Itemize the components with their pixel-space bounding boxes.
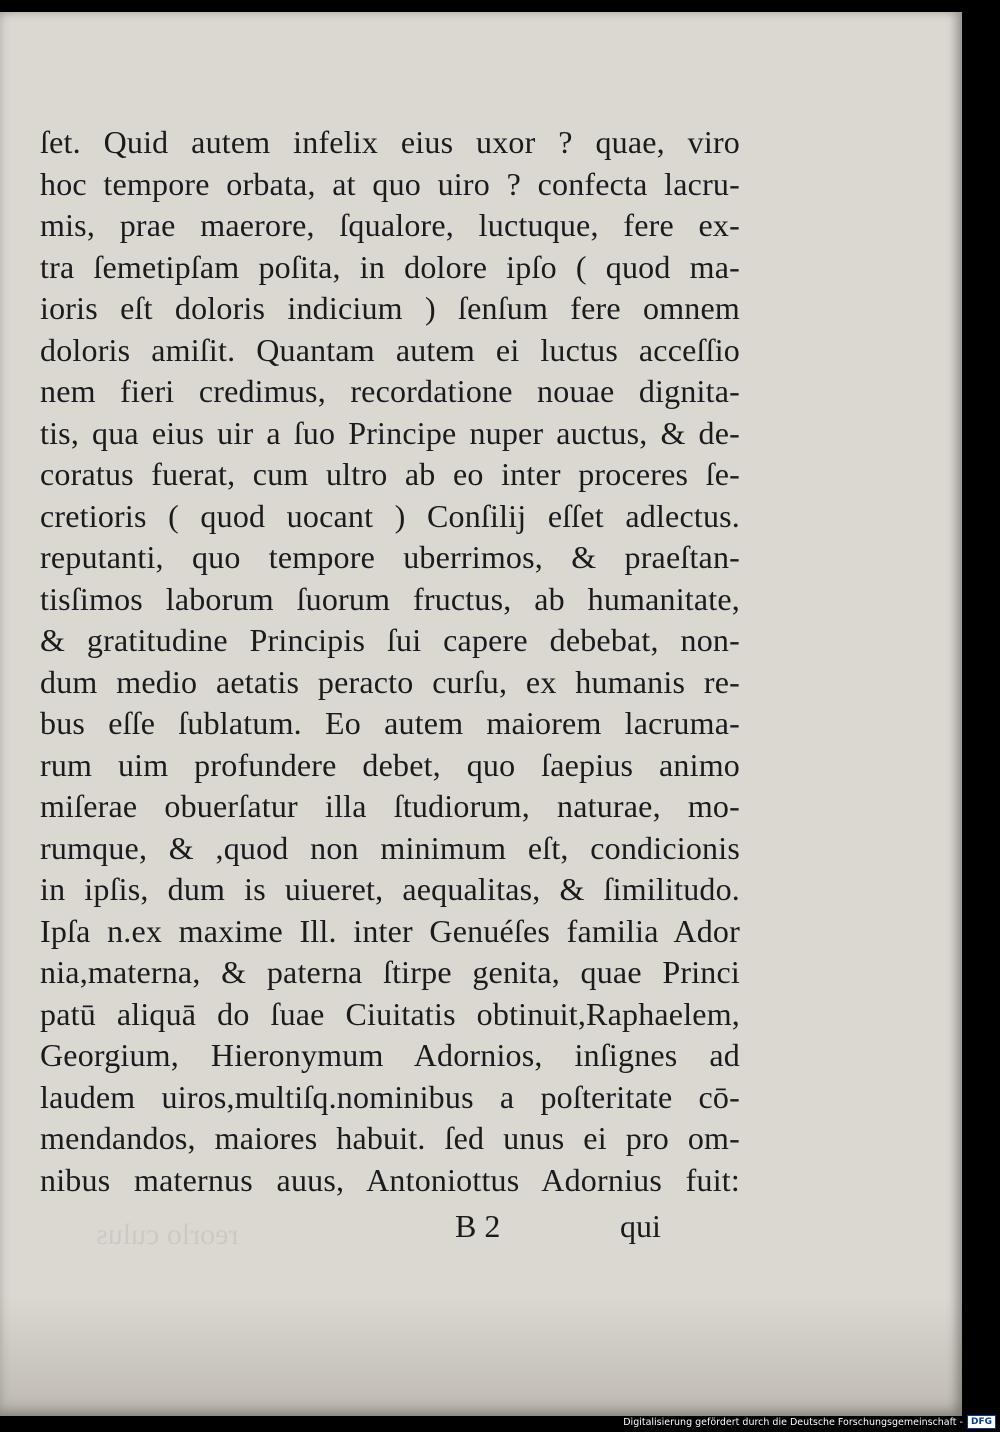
- text-line: hoc tempore orbata, at quo uiro ? confecta lacru-: [40, 165, 740, 202]
- text-line: bus eſſe ſublatum. Eo autem maiorem lacruma-: [40, 705, 740, 741]
- signature-mark: B 2: [455, 1208, 501, 1244]
- text-line: patū aliquā do ſuae Ciuitatis obtinuit,Raphaelem,: [40, 995, 740, 1032]
- text-line: laudem uiros,multiſq.nominibus a poſteritate cō-: [40, 1078, 740, 1115]
- dfg-logo: DFG: [967, 1415, 996, 1429]
- text-line: Ipſa n.ex maxime Ill. inter Genuéſes familia Ador: [40, 912, 740, 949]
- text-line: in ipſis, dum is uiueret, aequalitas, & ſimilitudo.: [40, 871, 740, 907]
- text-line: tis, qua eius uir a ſuo Principe nuper auctus, & de-: [40, 414, 740, 451]
- bleed-through-text: reorlo culus: [96, 1218, 239, 1251]
- text-line: miſerae obuerſatur illa ſtudiorum, naturae, mo-: [40, 788, 740, 824]
- text-line: nem fieri credimus, recordatione nouae dignita-: [40, 373, 740, 409]
- book-page: [0, 12, 962, 1416]
- text-line: ſet. Quid autem infelix eius uxor ? quae, viro: [40, 124, 740, 160]
- text-line: Georgium, Hieronymum Adornios, inſignes ad: [40, 1037, 740, 1073]
- text-line: coratus fuerat, cum ultro ab eo inter proceres ſe-: [40, 456, 740, 492]
- text-line: tra ſemetipſam poſita, in dolore ipſo ( quod ma-: [40, 248, 740, 285]
- text-line: nia,materna, & paterna ſtirpe genita, quae Princi: [40, 954, 740, 990]
- page-foot: [0, 1208, 962, 1252]
- catchword: qui: [620, 1208, 661, 1244]
- text-line: doloris amiſit. Quantam autem ei luctus acceſſio: [40, 331, 740, 368]
- footer-credit-text: Digitalisierung gefördert durch die Deutsche Forschungsgemeinschaft -: [623, 1416, 963, 1428]
- text-line: cretioris ( quod uocant ) Conſilij eſſet adlectus.: [40, 497, 740, 534]
- text-line: reputanti, quo tempore uberrimos, & praeſtan-: [40, 539, 740, 575]
- text-line: ioris eſt doloris indicium ) ſenſum fere omnem: [40, 290, 740, 326]
- text-line: & gratitudine Principis ſui capere debebat, non-: [40, 622, 740, 658]
- text-line: tisſimos laborum ſuorum fructus, ab humanitate,: [40, 580, 740, 617]
- text-line: dum medio aetatis peracto curſu, ex humanis re-: [40, 663, 740, 700]
- page-text: [40, 122, 740, 1201]
- footer-credit: [623, 1415, 996, 1429]
- text-line: rum uim profundere debet, quo ſaepius animo: [40, 746, 740, 783]
- text-line: mendandos, maiores habuit. ſed unus ei pro om-: [40, 1120, 740, 1156]
- text-line: nibus maternus auus, Antoniottus Adornius fuit:: [40, 1161, 740, 1198]
- text-line: mis, prae maerore, ſqualore, luctuque, fere ex-: [40, 207, 740, 243]
- text-line: rumque, & ,quod non minimum eſt, condicionis: [40, 829, 740, 866]
